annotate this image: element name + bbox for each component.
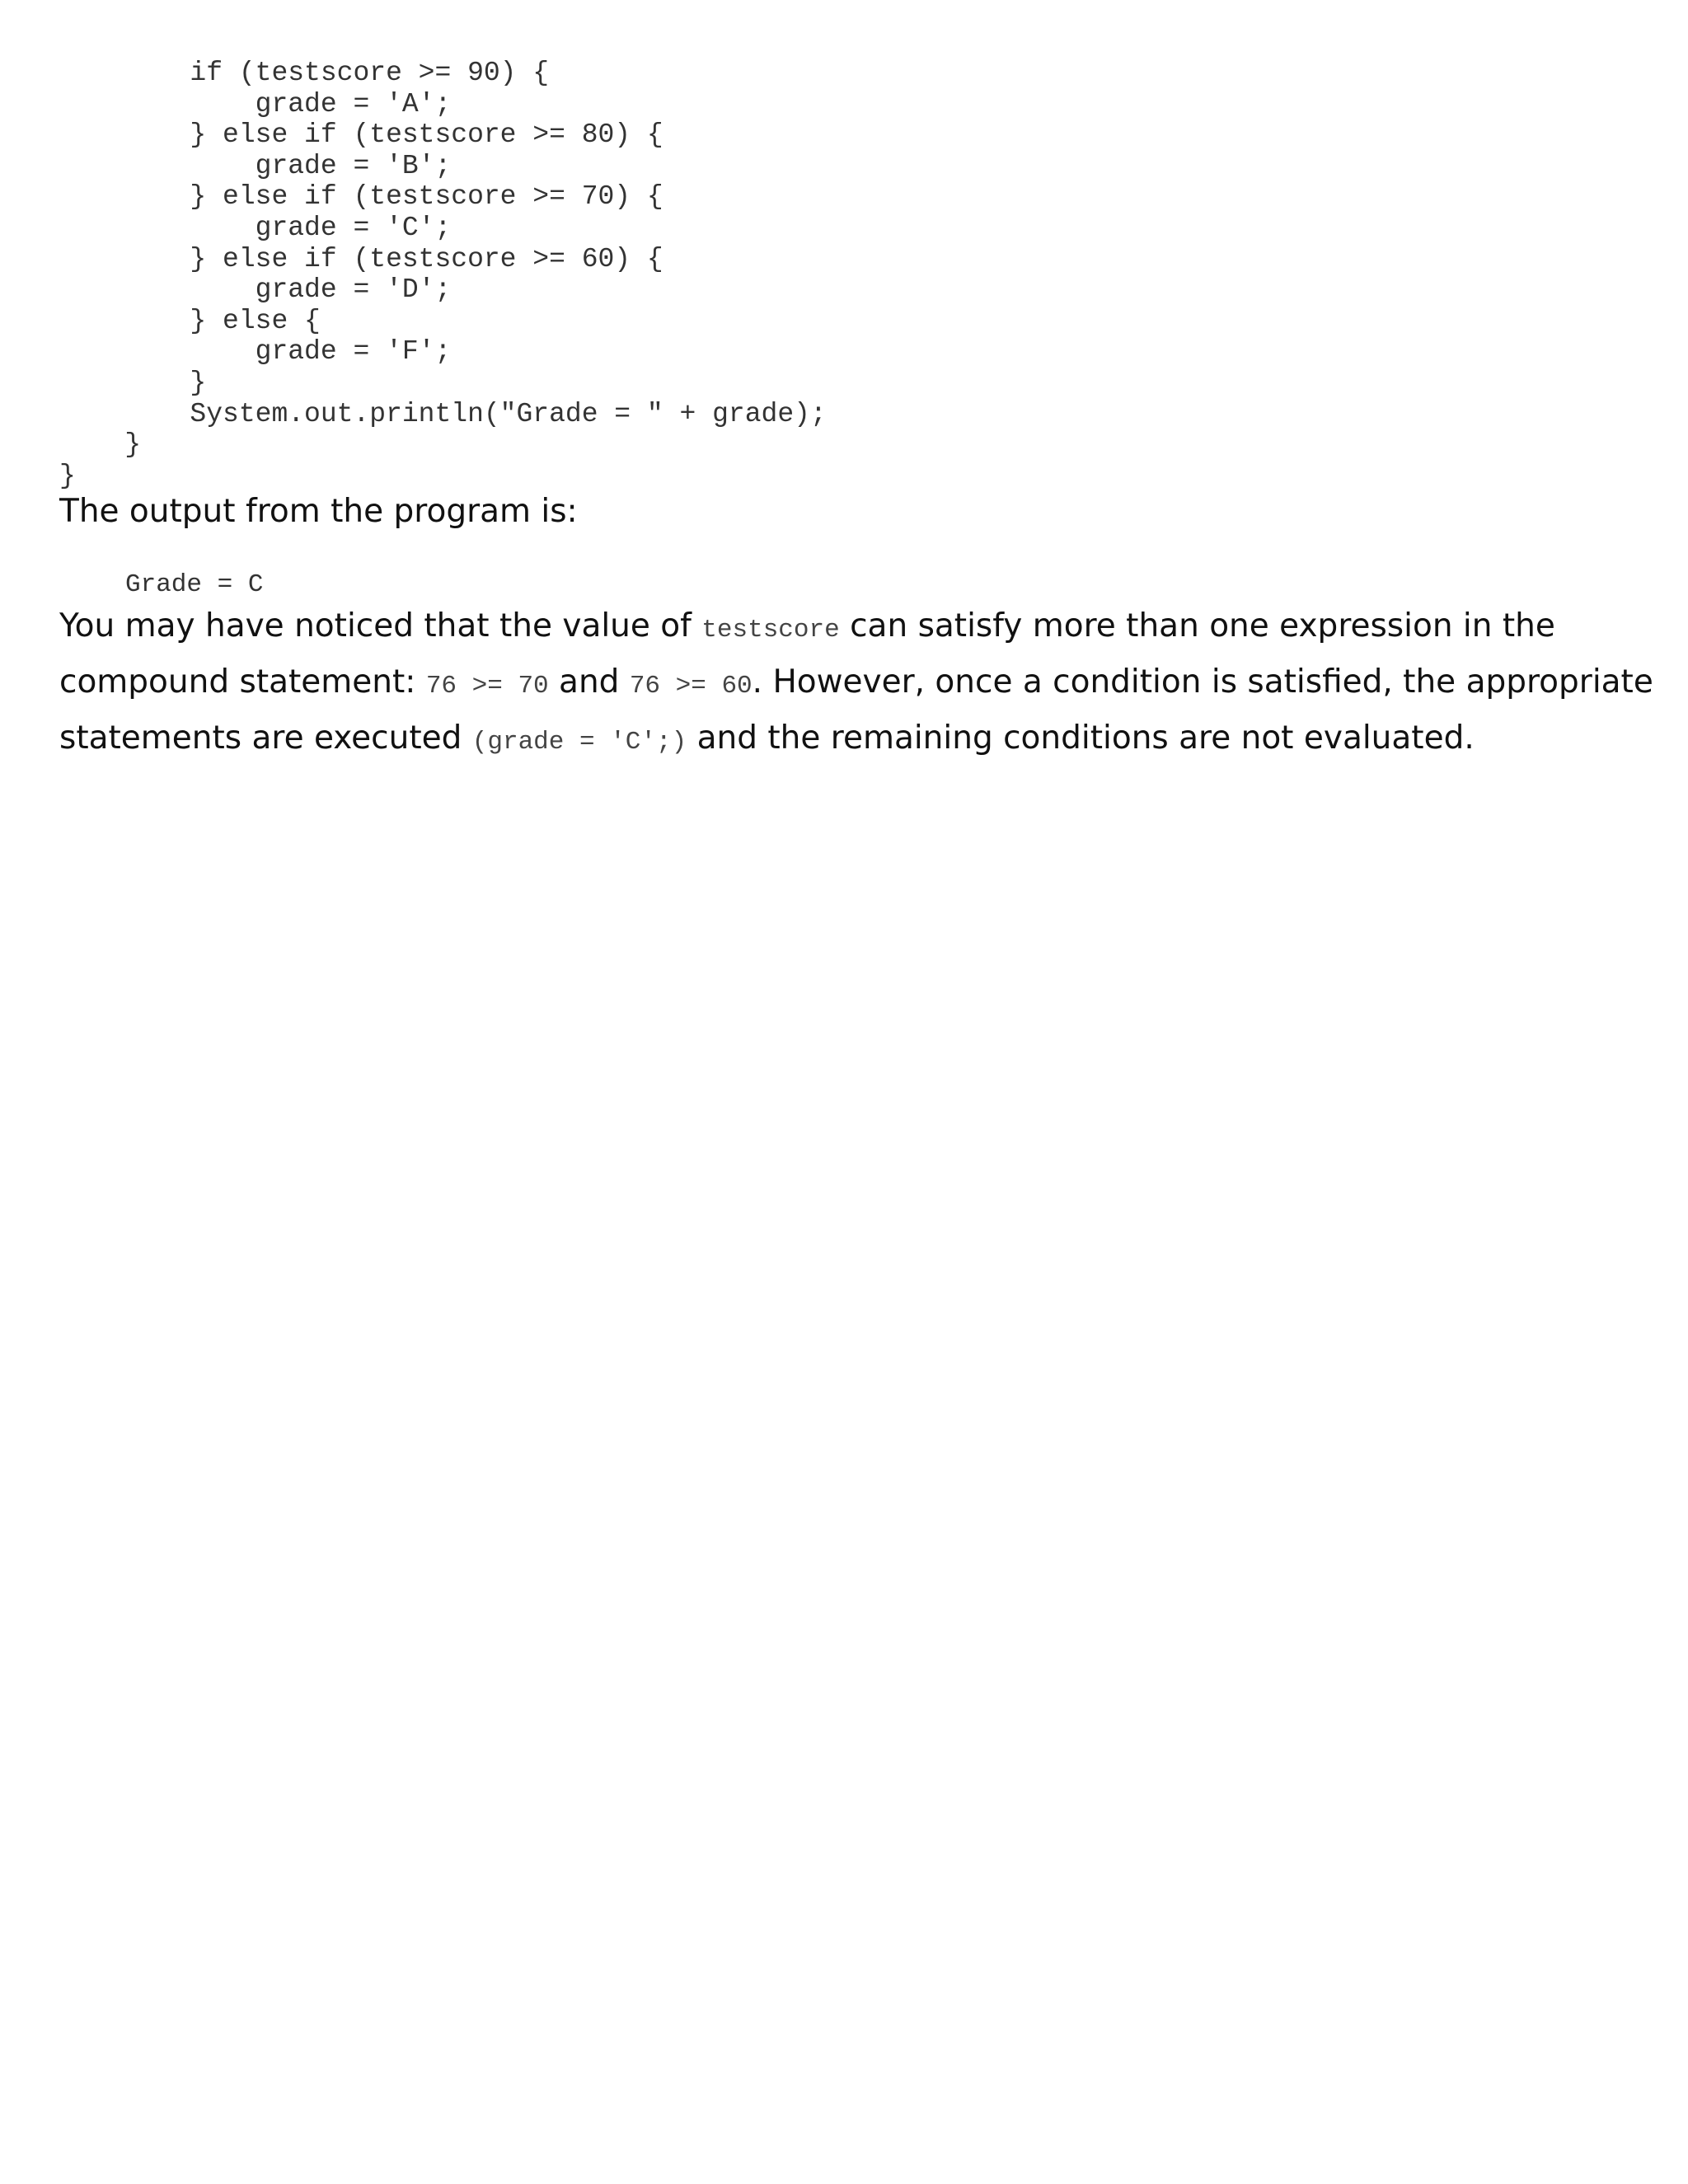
text-run: and (548, 663, 630, 701)
paragraph-line-3 (59, 712, 1634, 768)
code-line: } else { (59, 305, 321, 336)
text-run: compound statement: (59, 663, 426, 701)
code-line: grade = 'D'; (59, 274, 452, 306)
inline-code-statement: (grade = 'C';) (471, 728, 687, 757)
text-run: You may have noticed that the value of (59, 607, 702, 644)
code-listing (59, 58, 827, 491)
code-line: if (testscore >= 90) { (59, 58, 550, 88)
paragraph-line-1 (59, 600, 1634, 656)
text-run: can satisfy more than one expression in the (839, 607, 1555, 644)
inline-code-expression-1: 76 >= 70 (425, 672, 549, 701)
explanation-paragraph (59, 600, 1653, 768)
text-run: . However, once a condition is satisfied, the appropriate (752, 663, 1653, 701)
paragraph-line-2 (59, 656, 1653, 712)
inline-code-testscore: testscore (701, 616, 840, 644)
program-output: Grade = C (125, 570, 264, 599)
text-run: and the remaining conditions are not evaluated. (687, 719, 1475, 757)
code-line: } (59, 429, 142, 461)
code-line: grade = 'F'; (59, 336, 452, 368)
code-line: grade = 'B'; (59, 150, 452, 181)
code-line: grade = 'A'; (59, 88, 452, 120)
code-line: } else if (testscore >= 80) { (59, 120, 663, 151)
output-heading: The output from the program is: (59, 493, 578, 530)
code-line: } else if (testscore >= 60) { (59, 243, 663, 274)
code-line: } (59, 367, 207, 398)
code-line: } (59, 460, 76, 491)
code-line: } else if (testscore >= 70) { (59, 181, 663, 213)
code-line: grade = 'C'; (59, 212, 452, 243)
inline-code-expression-2: 76 >= 60 (629, 672, 753, 701)
code-line: System.out.println("Grade = " + grade); (59, 398, 827, 429)
text-run: statements are executed (59, 719, 472, 757)
